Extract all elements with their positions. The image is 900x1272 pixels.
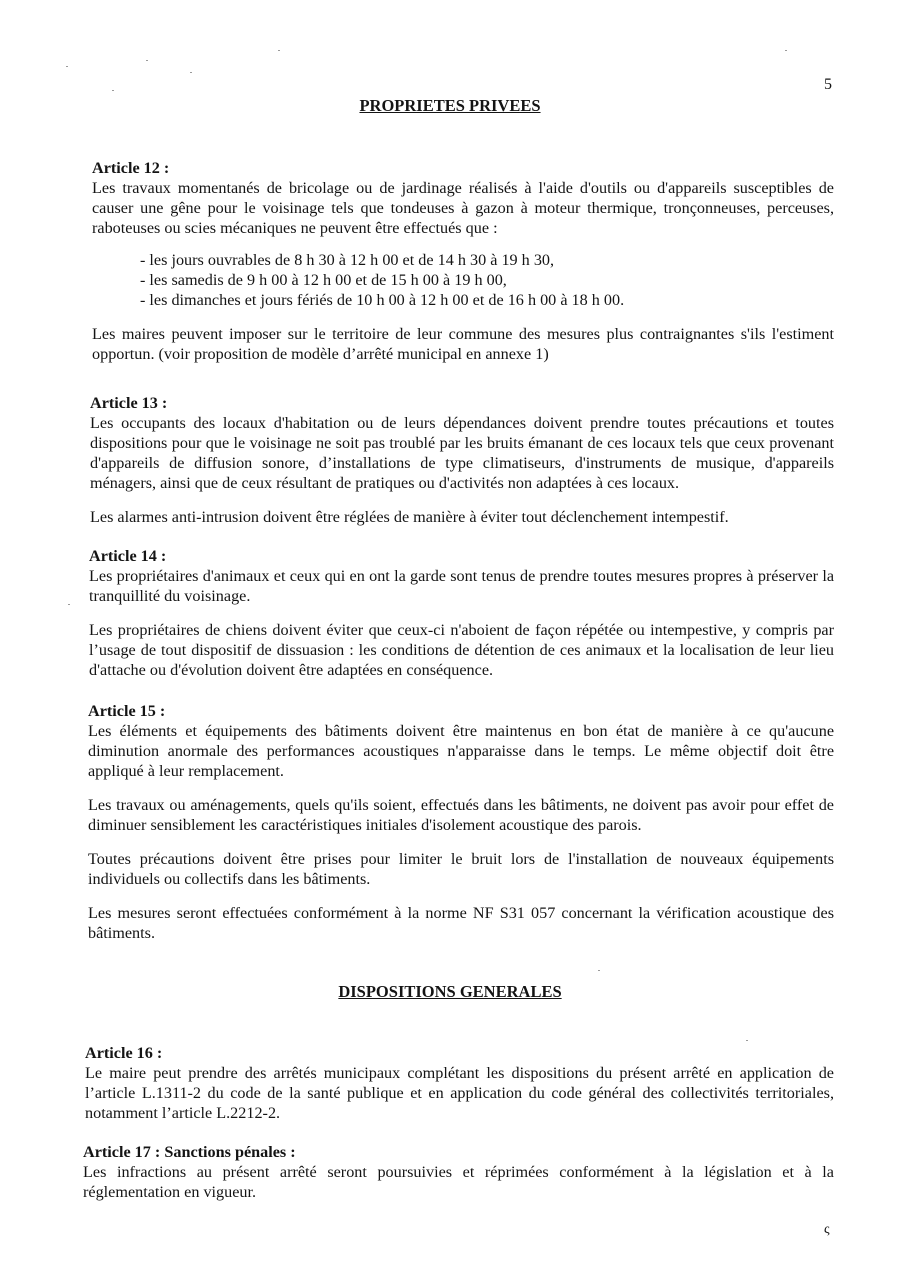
section-title-proprietes-privees: PROPRIETES PRIVEES bbox=[359, 96, 541, 115]
list-item: - les samedis de 9 h 00 à 12 h 00 et de 15 h 00 à 19 h 00, bbox=[140, 271, 507, 289]
article-paragraph: Les mesures seront effectuées conformément à la norme NF S31 057 concernant la vérification acoustique des bâtiments. bbox=[88, 904, 834, 942]
article-paragraph: Les infractions au présent arrêté seront poursuivies et réprimées conformément à la législation et à la réglementation en vigueur. bbox=[83, 1163, 834, 1201]
article-heading: Article 12 : bbox=[92, 159, 170, 177]
article-17 bbox=[83, 1142, 834, 1202]
article-13 bbox=[90, 393, 834, 527]
article-16 bbox=[85, 1043, 834, 1123]
article-paragraph: Les travaux momentanés de bricolage ou de jardinage réalisés à l'aide d'outils ou d'appareils susceptibles de causer une gêne pour le voisinage tels que tondeuses à gazon à moteur thermique, tronçonneuses, perceuses, raboteuses ou scies mécaniques ne peuvent être effectués que : bbox=[92, 179, 834, 237]
article-heading: Article 15 : bbox=[88, 702, 166, 720]
article-heading: Article 16 : bbox=[85, 1044, 163, 1062]
page-number: 5 bbox=[824, 76, 832, 93]
schedule-list bbox=[92, 250, 834, 310]
list-item: - les dimanches et jours fériés de 10 h 00 à 12 h 00 et de 16 h 00 à 18 h 00. bbox=[140, 291, 625, 309]
article-paragraph: Les maires peuvent imposer sur le territoire de leur commune des mesures plus contraignantes s'ils l'estiment opportun. (voir proposition de modèle d’arrêté municipal en annexe 1) bbox=[92, 325, 834, 363]
article-paragraph: Le maire peut prendre des arrêtés municipaux complétant les dispositions du présent arrêté en application de l’article L.1311-2 du code de la santé publique et en application du code général des collectivités territoriales, notamment l’article L.2212-2. bbox=[85, 1064, 834, 1122]
article-12 bbox=[92, 158, 834, 364]
article-paragraph: Toutes précautions doivent être prises pour limiter le bruit lors de l'installation de nouveaux équipements individuels ou collectifs dans les bâtiments. bbox=[88, 850, 834, 888]
article-paragraph: Les propriétaires de chiens doivent éviter que ceux-ci n'aboient de façon répétée ou intempestive, y compris par l’usage de tout dispositif de dissuasion : les conditions de détention de ces animaux et la localisation de leur lieu d'attache ou d'évolution doivent être adaptées en conséquence. bbox=[89, 621, 834, 679]
footer-mark: ς bbox=[824, 1222, 830, 1237]
section-title-dispositions-generales: DISPOSITIONS GENERALES bbox=[338, 982, 562, 1001]
list-item: - les jours ouvrables de 8 h 30 à 12 h 00 et de 14 h 30 à 19 h 30, bbox=[140, 251, 555, 269]
article-14 bbox=[89, 546, 834, 680]
article-heading: Article 14 : bbox=[89, 547, 167, 565]
article-paragraph: Les éléments et équipements des bâtiments doivent être maintenus en bon état de manière à ce qu'aucune diminution anormale des performances acoustiques n'apparaisse dans le temps. Le même objectif doit être appliqué à leur remplacement. bbox=[88, 722, 834, 780]
article-paragraph: Les alarmes anti-intrusion doivent être réglées de manière à éviter tout déclenchement intempestif. bbox=[90, 508, 729, 526]
article-15 bbox=[88, 701, 834, 943]
article-paragraph: Les occupants des locaux d'habitation ou de leurs dépendances doivent prendre toutes précautions et toutes dispositions pour que le voisinage ne soit pas troublé par les bruits émanant de ces locaux tels que ceux provenant d'appareils de diffusion sonore, d’installations de type climatiseurs, d'instruments de musique, d'appareils ménagers, ainsi que de ceux résultant de pratiques ou d'activités non adaptées à ces locaux. bbox=[90, 414, 834, 492]
article-paragraph: Les travaux ou aménagements, quels qu'ils soient, effectués dans les bâtiments, ne doivent pas avoir pour effet de diminuer sensiblement les caractéristiques initiales d'isolement acoustique des parois. bbox=[88, 796, 834, 834]
article-paragraph: Les propriétaires d'animaux et ceux qui en ont la garde sont tenus de prendre toutes mesures propres à préserver la tranquillité du voisinage. bbox=[89, 567, 834, 605]
article-heading: Article 17 : Sanctions pénales : bbox=[83, 1143, 296, 1161]
article-heading: Article 13 : bbox=[90, 394, 168, 412]
